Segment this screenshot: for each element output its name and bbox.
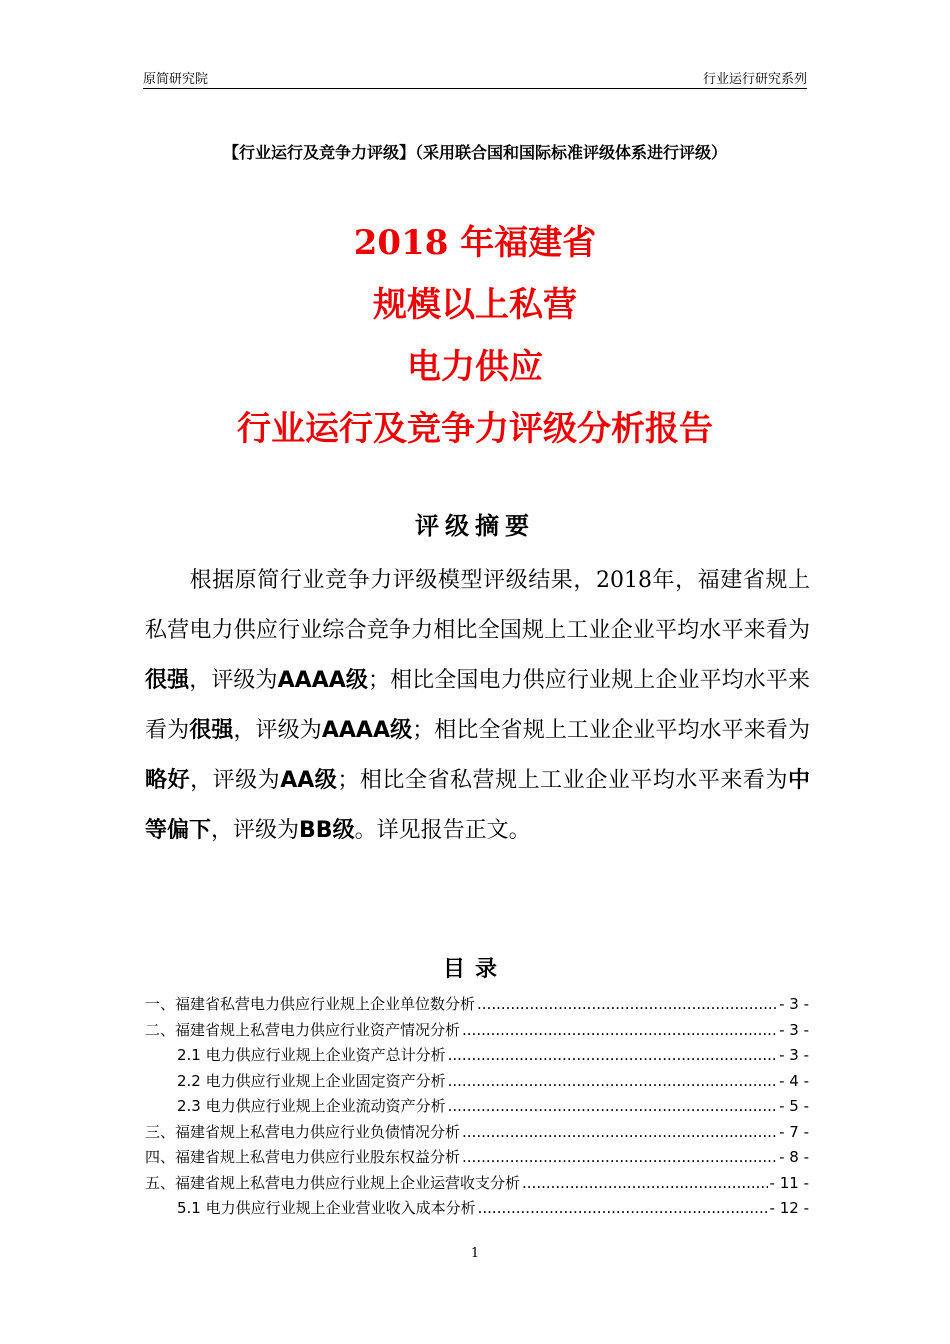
toc-item[interactable] [145, 1120, 809, 1146]
toc-subitem[interactable] [145, 1094, 809, 1120]
toc-leader-dots [522, 1171, 768, 1197]
toc-leader-dots [462, 1120, 777, 1146]
summary-grade-4: BB级 [299, 818, 355, 843]
summary-grade-2: AAAA级 [321, 718, 413, 743]
toc-leader-dots [478, 1196, 768, 1222]
toc-item-title: 四、福建省规上私营电力供应行业股东权益分析 [145, 1148, 461, 1166]
summary-text-4: ，评级为 [233, 718, 322, 743]
toc-item[interactable] [145, 1171, 809, 1197]
summary-grade-1: AAAA级 [277, 668, 368, 693]
summary-paragraph [145, 556, 810, 856]
toc-item-title: 五、福建省规上私营电力供应行业规上企业运营收支分析 [145, 1173, 521, 1192]
title-line-4: 行业运行及竞争力评级分析报告 [237, 409, 713, 449]
toc-item-title: 2.2 电力供应行业规上企业固定资产分析 [177, 1071, 446, 1090]
toc-leader-dots [477, 992, 777, 1018]
summary-grade-word-1: 很强 [145, 668, 190, 693]
toc-subitem[interactable] [145, 1069, 809, 1095]
toc-item-page: - 8 - [779, 1148, 809, 1166]
toc-item-title: 三、福建省规上私营电力供应行业负债情况分析 [145, 1122, 461, 1141]
summary-text-9: 。详见报告正文。 [354, 818, 531, 843]
title-line-1: 2018 年福建省 [353, 223, 597, 263]
toc-item-page: - 3 - [779, 1046, 809, 1064]
summary-text-5: ；相比全省规上工业企业平均水平来看为 [412, 718, 810, 743]
summary-grade-word-3: 略好 [145, 768, 191, 793]
summary-text-6: ，评级为 [190, 768, 281, 793]
toc-leader-dots [462, 1018, 777, 1044]
summary-text-2: ，评级为 [189, 668, 278, 693]
toc-item-page: - 11 - [769, 1173, 809, 1192]
title-line-3: 电力供应 [407, 347, 543, 387]
summary-grade-3: AA级 [280, 768, 338, 793]
summary-heading: 评级摘要 [415, 512, 535, 540]
toc-item-page: - 5 - [779, 1097, 809, 1115]
toc-item-title: 2.3 电力供应行业规上企业流动资产分析 [177, 1097, 446, 1115]
toc-item-page: - 4 - [779, 1071, 809, 1090]
toc-item-title: 二、福建省规上私营电力供应行业资产情况分析 [145, 1020, 461, 1039]
toc-item-title: 一、福建省私营电力供应行业规上企业单位数分析 [145, 995, 476, 1013]
header-publisher: 原简研究院 [143, 72, 209, 87]
toc-item[interactable] [145, 1145, 809, 1171]
toc-leader-dots [448, 1043, 777, 1069]
summary-text-8: ，评级为 [211, 818, 300, 843]
toc-item[interactable] [145, 992, 809, 1018]
summary-text-7: ；相比全省私营规上工业企业平均水平来看为 [337, 768, 788, 793]
toc-heading: 目录 [442, 957, 507, 982]
toc-item[interactable] [145, 1018, 809, 1044]
toc-item-page: - 12 - [769, 1199, 809, 1217]
rating-system-note: 【行业运行及竞争力评级】（采用联合国和国际标准评级体系进行评级） [222, 143, 727, 162]
toc-subitem[interactable] [145, 1196, 809, 1222]
toc-leader-dots [462, 1145, 777, 1171]
toc-item-title: 2.1 电力供应行业规上企业资产总计分析 [177, 1046, 446, 1064]
header-series: 行业运行研究系列 [702, 72, 807, 87]
toc-leader-dots [448, 1069, 777, 1095]
table-of-contents [145, 992, 809, 1222]
title-line-2: 规模以上私营 [373, 285, 577, 325]
page-number: 1 [470, 1246, 480, 1261]
toc-item-title: 5.1 电力供应行业规上企业营业收入成本分析 [177, 1199, 476, 1217]
summary-grade-word-4: 中等偏下 [145, 768, 810, 843]
toc-leader-dots [448, 1094, 777, 1120]
toc-item-page: - 3 - [779, 1020, 809, 1039]
summary-grade-word-2: 很强 [189, 718, 234, 743]
toc-subitem[interactable] [145, 1043, 809, 1069]
toc-item-page: - 7 - [779, 1122, 809, 1141]
summary-text-1: 根据原简行业竞争力评级模型评级结果，2018年，福建省规上私营电力供应行业综合竞争力相比全国规上工业企业平均水平来看为 [145, 568, 810, 643]
report-title [0, 212, 950, 460]
page-header [143, 66, 807, 89]
toc-item-page: - 3 - [779, 995, 809, 1013]
summary-text-3: ；相比全国电力供应行业规上企业平均水平来看为 [145, 668, 810, 743]
